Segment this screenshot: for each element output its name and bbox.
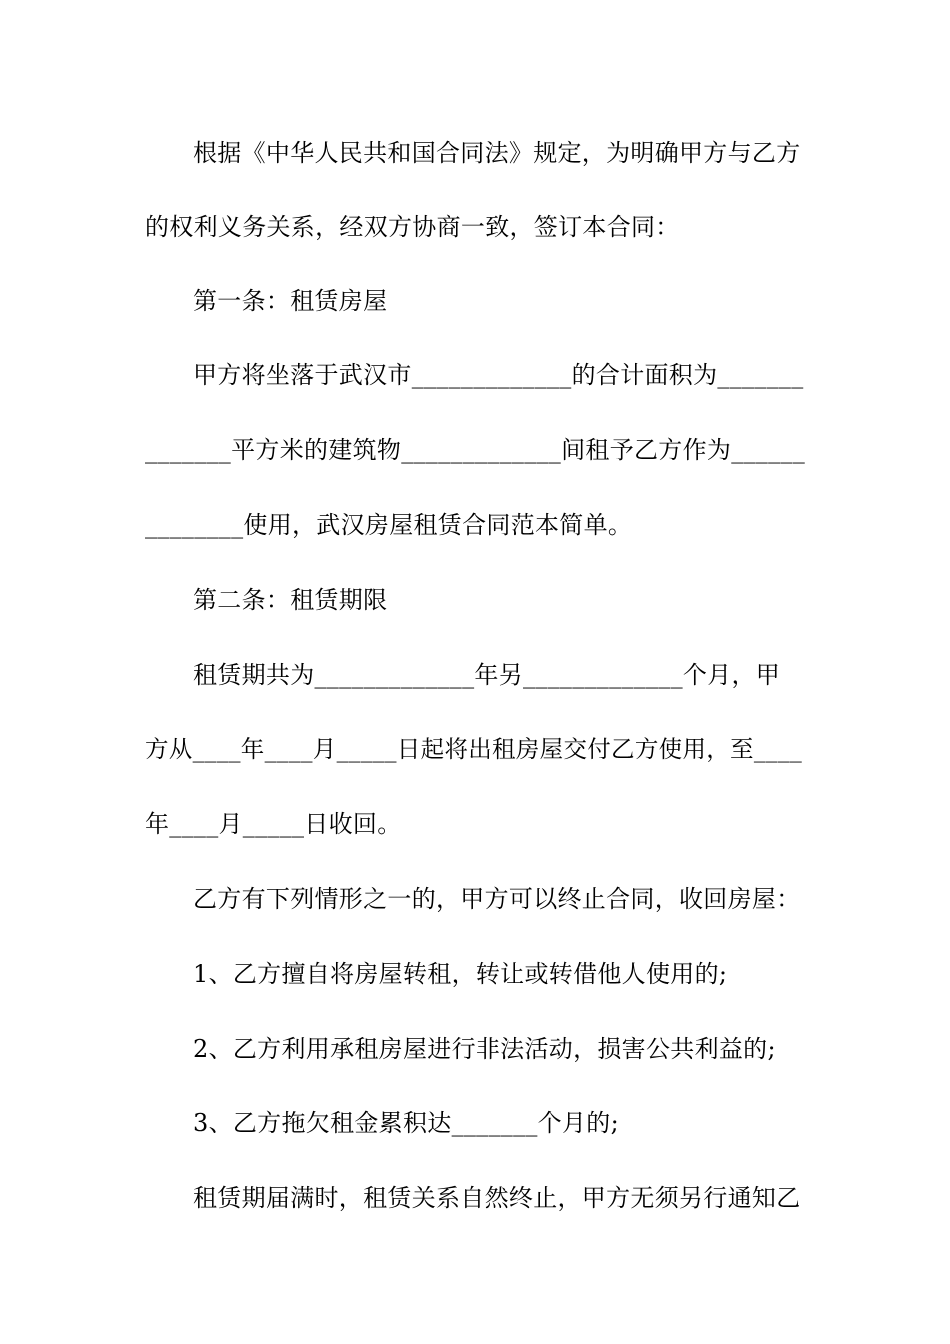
termination-item-2: 2、乙方利用承租房屋进行非法活动，损害公共利益的; (193, 1035, 776, 1063)
article-2-heading: 第二条：租赁期限 (193, 586, 388, 614)
article-1-line-1: 甲方将坐落于武汉市_____________的合计面积为_______ (193, 361, 804, 389)
paragraph-intro-line-2: 的权利义务关系，经双方协商一致，签订本合同： (145, 213, 680, 241)
article-2-line-1: 租赁期共为_____________年另_____________个月，甲 (193, 661, 781, 689)
termination-item-1: 1、乙方擅自将房屋转租，转让或转借他人使用的; (193, 960, 728, 988)
article-1-line-3: ________使用，武汉房屋租赁合同范本简单。 (145, 511, 633, 539)
paragraph-intro-line-1: 根据《中华人民共和国合同法》规定，为明确甲方与乙方 (193, 139, 801, 167)
article-1-line-2: _______平方米的建筑物_____________间租予乙方作为______ (145, 436, 805, 464)
termination-item-3: 3、乙方拖欠租金累积达_______个月的; (193, 1109, 619, 1137)
article-2-line-2: 方从____年____月_____日起将出租房屋交付乙方使用，至____ (145, 735, 803, 763)
article-1-heading: 第一条：租赁房屋 (193, 287, 388, 315)
termination-intro: 乙方有下列情形之一的，甲方可以终止合同，收回房屋： (193, 885, 801, 913)
expiry-paragraph-line-1: 租赁期届满时，租赁关系自然终止，甲方无须另行通知乙 (193, 1184, 801, 1212)
article-2-line-3: 年____月_____日收回。 (145, 810, 402, 838)
